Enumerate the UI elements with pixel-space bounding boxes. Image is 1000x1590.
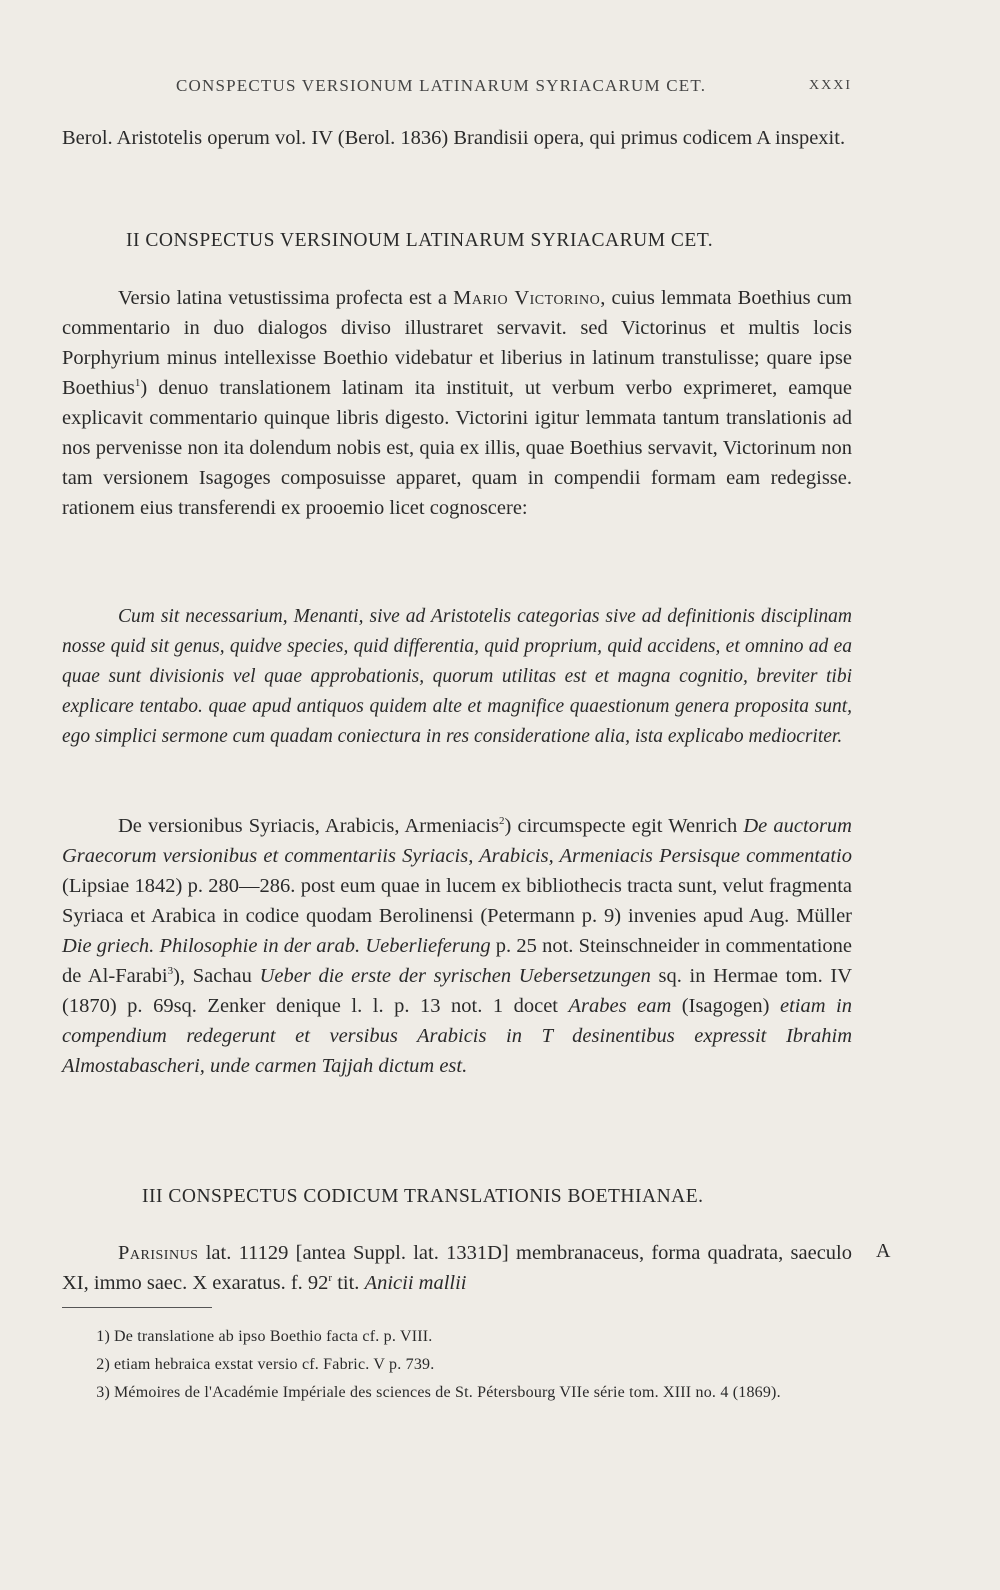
author-name: Mario Victorino [453, 287, 601, 309]
footnote-ref: 1 [134, 377, 141, 390]
footnote-3: 3) Mémoires de l'Académie Impériale des sciences de St. Pétersbourg VIIe série tom. XIII no. 4 (1869). [96, 1384, 781, 1401]
carryover-paragraph [62, 123, 852, 153]
quoted-text: Arabes eam [568, 995, 672, 1017]
codex-name: Parisinus [118, 1242, 199, 1264]
page-number: XXXI [809, 78, 852, 93]
running-head: CONSPECTUS VERSIONUM LATINARUM SYRIACARUM CET. [176, 76, 707, 95]
footnote-2: 2) etiam hebraica exstat versio cf. Fabric. V p. 739. [96, 1356, 435, 1373]
footnote-ref: 2 [499, 815, 505, 828]
section-iii-paragraph: Parisinus lat. 11129 [antea Suppl. lat. 1331D] membranaceus, forma quadrata, saeculo XI, immo saec. X exaratus. f. 92$^r$ tit. Anicii mallii [62, 1242, 852, 1294]
footnote-rule [62, 1307, 212, 1308]
carryover-text: Berol. Aristotelis operum vol. IV (Berol. 1836) Brandisii opera, qui primus codicem A inspexit. [62, 127, 846, 149]
work-title: De auctorum Graecorum versionibus et commentariis Syriacis, Arabicis, Armeniacis Persisque commentatio [62, 815, 852, 867]
work-title: Die griech. Philosophie in der arab. Ueberlieferung [62, 935, 491, 957]
footnote-ref: 3 [167, 965, 174, 978]
section-heading-iii: III CONSPECTUS CODICUM TRANSLATIONIS BOETHIANAE. [142, 1186, 704, 1207]
section-ii-paragraph-2: De versionibus Syriacis, Arabicis, Armeniacis$^2$) circumspecte egit Wenrich De auctorum Graecorum versionibus et commentariis Syriacis, Arabicis, Armeniacis Persisque commentatio (Lipsiae 1842) p. 280—286. post eum quae in lucem ex bibliothecis tracta sunt, velut fragmenta Syriaca et Arabica in codice quodam Berolinensi (Petermann p. 9) invenies apud Aug. Müller Die griech. Philosophie in der arab. Ueberlieferung p. 25 not. Steinschneider in commentatione de Al-Farabi$^3$), Sachau Ueber die erste der syrischen Uebersetzungen sq. in Hermae tom. IV (1870) p. 69sq. Zenker denique l. l. p. 13 not. 1 docet Arabes eam (Isagogen) etiam in compendium redegerunt et versibus Arabicis in T desinentibus expressit Ibrahim Almostabascheri, unde carmen Tajjah dictum est. [62, 815, 852, 1077]
section-heading-ii: II CONSPECTUS VERSINOUM LATINARUM SYRIACARUM CET. [126, 230, 714, 251]
margin-siglum: A [876, 1240, 891, 1262]
quoted-text: etiam in compendium redegerunt et versibus Arabicis in T desinentibus expressit Ibrahim Almostabascheri, unde carmen Tajjah dictum est. [62, 995, 852, 1077]
section-ii-paragraph-1: Versio latina vetustissima profecta est a Mario Victorino, cuius lemmata Boethius cum commentario in duo dialogos diviso illustraret servavit. sed Victorinus et multis locis Porphyrium minus intellexisse Boethio videbatur et liberius in latinum transtulisse; quare ipse Boethius$^1$) denuo translationem latinam ita instituit, ut verbum verbo exprimeret, eamque explicavit commentario quinque libris digesto. Victorini igitur lemmata tantum translationis ad nos pervenisse non ita dolendum nobis est, quia ex illis, quae Boethius servavit, Victorinum non tam versionem Isagoges composuisse apparet, quam in compendii formam eam redegisse. rationem eius transferendi ex prooemio licet cognoscere: [62, 287, 852, 519]
footnote-1: 1) De translatione ab ipso Boethio facta cf. p. VIII. [96, 1328, 433, 1345]
prooemium-quotation: Cum sit necessarium, Menanti, sive ad Aristotelis categorias sive ad definitionis disciplinam nosse quid sit genus, quidve species, quid differentia, quid proprium, quid accidens, et omnino ad ea quae sunt divisionis vel quae approbationis, quorum utilitas est et magna cognitio, breviter tibi explicare tentabo. quae apud antiquos quidem alte et magnifice quaestionum genera proposita sunt, ego simplici sermone cum quadam coniectura in res consideratione alia, ista explicabo mediocriter. [62, 606, 852, 747]
work-title: Ueber die erste der syrischen Uebersetzungen [259, 965, 651, 987]
